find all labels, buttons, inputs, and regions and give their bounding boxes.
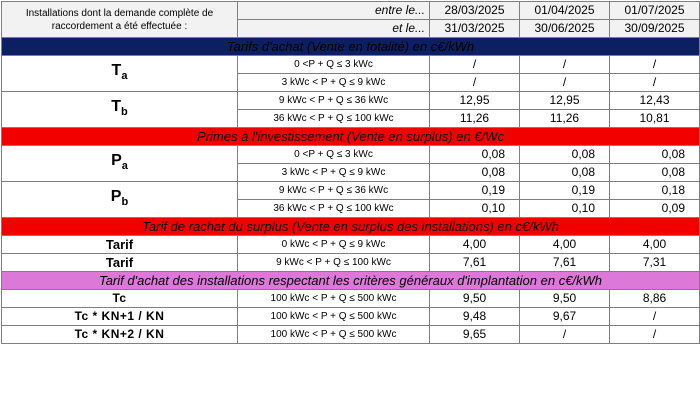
value-cell: 7,61 (430, 254, 520, 272)
period-1-start: 28/03/2025 (430, 2, 520, 20)
period-2-start: 01/04/2025 (520, 2, 610, 20)
symbol-subscript: b (121, 196, 129, 209)
section-rachat-surplus (2, 218, 700, 236)
section-primes-investissement (2, 128, 700, 146)
symbol-subscript: a (121, 160, 128, 173)
value-cell: 12,95 (520, 92, 610, 110)
value-cell: 7,31 (610, 254, 700, 272)
range-cell: 100 kWc < P + Q ≤ 500 kWc (238, 290, 430, 308)
value-cell: 4,00 (520, 236, 610, 254)
symbol-ta (2, 56, 238, 92)
symbol-tb (2, 92, 238, 128)
value-cell: 0,10 (520, 200, 610, 218)
value-cell: 0,18 (610, 182, 700, 200)
symbol-pb (2, 182, 238, 218)
symbol-subscript: a (121, 70, 128, 83)
symbol-tc: Tc (2, 290, 238, 308)
range-cell: 0 <P + Q ≤ 3 kWc (238, 56, 430, 74)
symbol-main: T (111, 97, 122, 115)
value-cell: / (610, 326, 700, 344)
value-cell: 0,08 (520, 164, 610, 182)
value-cell: 0,08 (430, 164, 520, 182)
value-cell: 9,48 (430, 308, 520, 326)
range-cell: 9 kWc < P + Q ≤ 100 kWc (238, 254, 430, 272)
value-cell: 9,67 (520, 308, 610, 326)
value-cell: / (520, 74, 610, 92)
section-title: Tarif d'achat des installations respectant les critères généraux d'implantation en c€/kWh (2, 272, 700, 290)
value-cell: 10,81 (610, 110, 700, 128)
symbol-main: T (111, 61, 122, 79)
symbol-tarif: Tarif (2, 236, 238, 254)
table-row (2, 290, 700, 308)
value-cell: 7,61 (520, 254, 610, 272)
section-title: Primes à l'investissement (Vente en surplus) en €/Wc (2, 128, 700, 146)
section-title: Tarif de rachat du surplus (Vente en surplus des installations) en c€/kWh (2, 218, 700, 236)
range-cell: 0 <P + Q ≤ 3 kWc (238, 146, 430, 164)
range-cell: 9 kWc < P + Q ≤ 36 kWc (238, 182, 430, 200)
range-cell: 100 kWc < P + Q ≤ 500 kWc (238, 308, 430, 326)
value-cell: 0,19 (520, 182, 610, 200)
value-cell: / (430, 56, 520, 74)
table-row (2, 326, 700, 344)
value-cell: 12,43 (610, 92, 700, 110)
value-cell: 11,26 (520, 110, 610, 128)
value-cell: 12,95 (430, 92, 520, 110)
period-3-end: 30/09/2025 (610, 20, 700, 38)
section-criteres-implantation (2, 272, 700, 290)
value-cell: 4,00 (430, 236, 520, 254)
value-cell: 0,08 (430, 146, 520, 164)
value-cell: 0,08 (520, 146, 610, 164)
range-cell: 3 kWc < P + Q ≤ 9 kWc (238, 164, 430, 182)
symbol-pa (2, 146, 238, 182)
range-cell: 9 kWc < P + Q ≤ 36 kWc (238, 92, 430, 110)
symbol-tarif: Tarif (2, 254, 238, 272)
header-row-start (2, 2, 700, 20)
header-label: Installations dont la demande complète de raccordement a été effectuée : (2, 2, 238, 38)
period-1-end: 31/03/2025 (430, 20, 520, 38)
header-entre-le: entre le... (238, 2, 430, 20)
table-row (2, 92, 700, 110)
value-cell: 0,08 (610, 164, 700, 182)
symbol-tc-kn1: Tc * KN+1 / KN (2, 308, 238, 326)
table-row (2, 254, 700, 272)
value-cell: 0,08 (610, 146, 700, 164)
value-cell: / (610, 56, 700, 74)
period-3-start: 01/07/2025 (610, 2, 700, 20)
symbol-tc-kn2: Tc * KN+2 / KN (2, 326, 238, 344)
range-cell: 3 kWc < P + Q ≤ 9 kWc (238, 74, 430, 92)
range-cell: 36 kWc < P + Q ≤ 100 kWc (238, 200, 430, 218)
value-cell: 8,86 (610, 290, 700, 308)
value-cell: / (610, 308, 700, 326)
value-cell: 9,65 (430, 326, 520, 344)
range-cell: 36 kWc < P + Q ≤ 100 kWc (238, 110, 430, 128)
symbol-main: P (110, 187, 122, 205)
tariff-table (1, 1, 700, 344)
value-cell: / (610, 74, 700, 92)
value-cell: 9,50 (520, 290, 610, 308)
header-et-le: et le... (238, 20, 430, 38)
table-row (2, 182, 700, 200)
table-row (2, 308, 700, 326)
symbol-main: P (111, 151, 122, 169)
symbol-subscript: b (121, 106, 128, 119)
period-2-end: 30/06/2025 (520, 20, 610, 38)
value-cell: 0,19 (430, 182, 520, 200)
section-title: Tarifs d'achat (Vente en totalité) en c€/kWh (2, 38, 700, 56)
table-row (2, 236, 700, 254)
value-cell: 0,09 (610, 200, 700, 218)
value-cell: / (520, 56, 610, 74)
range-cell: 0 kWc < P + Q ≤ 9 kWc (238, 236, 430, 254)
range-cell: 100 kWc < P + Q ≤ 500 kWc (238, 326, 430, 344)
section-tarifs-achat (2, 38, 700, 56)
table-row (2, 56, 700, 74)
value-cell: 0,10 (430, 200, 520, 218)
table-row (2, 146, 700, 164)
value-cell: 11,26 (430, 110, 520, 128)
value-cell: 9,50 (430, 290, 520, 308)
value-cell: / (520, 326, 610, 344)
value-cell: / (430, 74, 520, 92)
value-cell: 4,00 (610, 236, 700, 254)
